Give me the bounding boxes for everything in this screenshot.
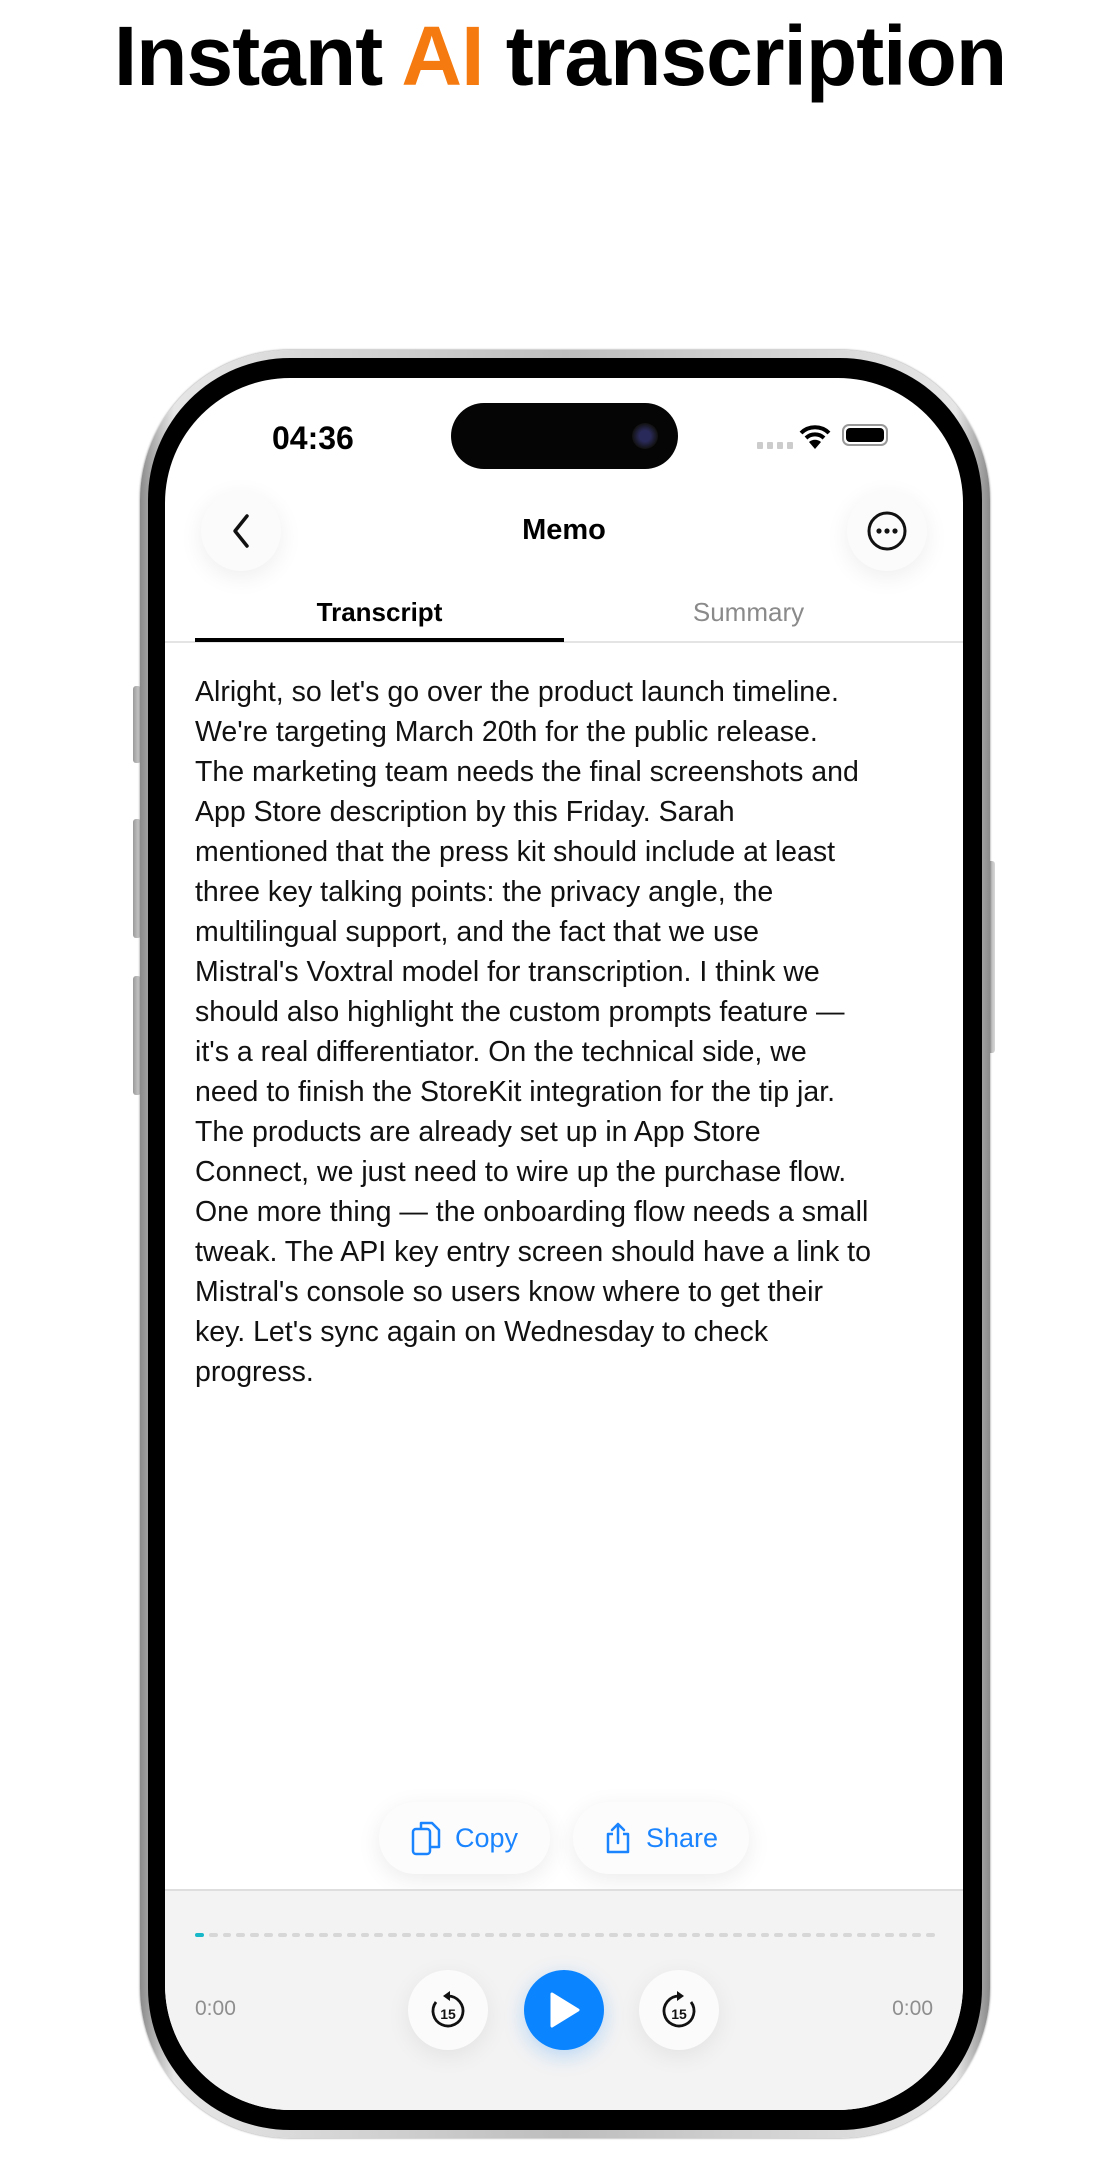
app-screen [165, 378, 963, 2110]
phone-frame [140, 350, 990, 2138]
progress-segment [388, 1933, 397, 1937]
transcript-line: mentioned that the press kit should include at least [195, 836, 836, 868]
battery-icon [842, 424, 888, 446]
camera-icon [632, 423, 658, 449]
tab-summary[interactable]: Summary [692, 597, 805, 627]
progress-segment [623, 1933, 632, 1937]
transcript-line: progress. [195, 1356, 314, 1388]
progress-segment [871, 1933, 880, 1937]
progress-segment [209, 1933, 218, 1937]
progress-segment [416, 1933, 425, 1937]
transcript-text [195, 672, 871, 1392]
svg-text:15: 15 [671, 2006, 687, 2022]
transcript-line: tweak. The API key entry screen should have a link to [195, 1236, 871, 1268]
progress-track[interactable] [195, 1933, 935, 1937]
phone-bezel [148, 358, 982, 2130]
progress-segment [678, 1933, 687, 1937]
progress-segment [250, 1933, 259, 1937]
progress-segment [926, 1933, 935, 1937]
copy-icon [411, 1820, 441, 1856]
progress-segment [637, 1933, 646, 1937]
headline [0, 8, 1120, 105]
dynamic-island [451, 403, 678, 469]
progress-segment [540, 1933, 549, 1937]
transcript-line: key. Let's sync again on Wednesday to check [195, 1316, 769, 1348]
progress-segment [499, 1933, 508, 1937]
progress-segment [485, 1933, 494, 1937]
progress-segment [581, 1933, 590, 1937]
progress-segment [471, 1933, 480, 1937]
progress-filled-segment [195, 1933, 204, 1937]
progress-segment [457, 1933, 466, 1937]
transcript-line: We're targeting March 20th for the public release. [195, 716, 818, 748]
progress-segment [278, 1933, 287, 1937]
progress-segment [816, 1933, 825, 1937]
skip-back-15-icon [428, 1988, 468, 2032]
transcript-line: App Store description by this Friday. Sarah [195, 796, 735, 828]
progress-segment [223, 1933, 232, 1937]
share-button[interactable] [573, 1802, 749, 1874]
progress-segment [774, 1933, 783, 1937]
skip-back-button[interactable] [408, 1970, 488, 2050]
transcript-line: The products are already set up in App Store [195, 1116, 761, 1148]
progress-segment [733, 1933, 742, 1937]
progress-segment [830, 1933, 839, 1937]
progress-segment [305, 1933, 314, 1937]
progress-segment [347, 1933, 356, 1937]
share-icon [604, 1821, 632, 1855]
progress-segment [568, 1933, 577, 1937]
progress-segment [554, 1933, 563, 1937]
elapsed-time: 0:00 [195, 1997, 236, 2020]
wifi-icon [799, 424, 831, 450]
progress-segment [664, 1933, 673, 1937]
transcript-line: Mistral's Voxtral model for transcription. I think we [195, 956, 820, 988]
progress-segment [843, 1933, 852, 1937]
progress-segment [402, 1933, 411, 1937]
progress-segment [650, 1933, 659, 1937]
svg-text:15: 15 [440, 2006, 456, 2022]
progress-segment [788, 1933, 797, 1937]
progress-segment [361, 1933, 370, 1937]
signal-icon [757, 442, 793, 449]
progress-segment [899, 1933, 908, 1937]
play-button[interactable] [524, 1970, 604, 2050]
transcript-line: multilingual support, and the fact that we use [195, 916, 760, 948]
headline-text: Instant [113, 9, 402, 103]
progress-segment [319, 1933, 328, 1937]
transcript-line: Alright, so let's go over the product launch timeline. [195, 676, 839, 708]
progress-segment [885, 1933, 894, 1937]
progress-segment [374, 1933, 383, 1937]
transcript-line: Mistral's console so users know where to get their [195, 1276, 823, 1308]
active-tab-indicator [195, 638, 564, 642]
headline-accent: AI [401, 9, 484, 103]
transcript-line: should also highlight the custom prompts feature — [195, 996, 845, 1028]
share-label: Share [645, 1822, 719, 1853]
progress-segment [747, 1933, 756, 1937]
audio-player [165, 1889, 963, 2110]
transcript-line: it's a real differentiator. On the technical side, we [195, 1036, 807, 1068]
transcript-line: One more thing — the onboarding flow needs a small [195, 1196, 869, 1228]
copy-button[interactable] [379, 1802, 550, 1874]
progress-segment [609, 1933, 618, 1937]
progress-segment [719, 1933, 728, 1937]
progress-segment [333, 1933, 342, 1937]
progress-segment [236, 1933, 245, 1937]
progress-segment [443, 1933, 452, 1937]
transcript-line: three key talking points: the privacy angle, the [195, 876, 774, 908]
progress-segment [705, 1933, 714, 1937]
progress-segment [430, 1933, 439, 1937]
tab-transcript[interactable]: Transcript [316, 597, 443, 627]
skip-forward-button[interactable] [639, 1970, 719, 2050]
transcript-line: Connect, we just need to wire up the purchase flow. [195, 1156, 847, 1188]
status-time: 04:36 [272, 420, 354, 456]
progress-segment [512, 1933, 521, 1937]
headline-text-end: transcription [483, 9, 1007, 103]
copy-label: Copy [454, 1822, 519, 1853]
progress-segment [692, 1933, 701, 1937]
progress-segment [761, 1933, 770, 1937]
progress-segment [292, 1933, 301, 1937]
play-icon [547, 1991, 581, 2029]
progress-segment [857, 1933, 866, 1937]
skip-forward-15-icon [659, 1988, 699, 2032]
progress-segment [526, 1933, 535, 1937]
ellipsis-circle-icon [866, 510, 908, 552]
transcript-line: need to finish the StoreKit integration for the tip jar. [195, 1076, 836, 1108]
progress-segment [264, 1933, 273, 1937]
transcript-line: The marketing team needs the final screenshots and [195, 756, 859, 788]
progress-segment [802, 1933, 811, 1937]
progress-segment [595, 1933, 604, 1937]
duration-time: 0:00 [892, 1997, 933, 2020]
progress-segment [912, 1933, 921, 1937]
page-title: Memo [522, 514, 606, 546]
more-button[interactable] [847, 491, 927, 571]
